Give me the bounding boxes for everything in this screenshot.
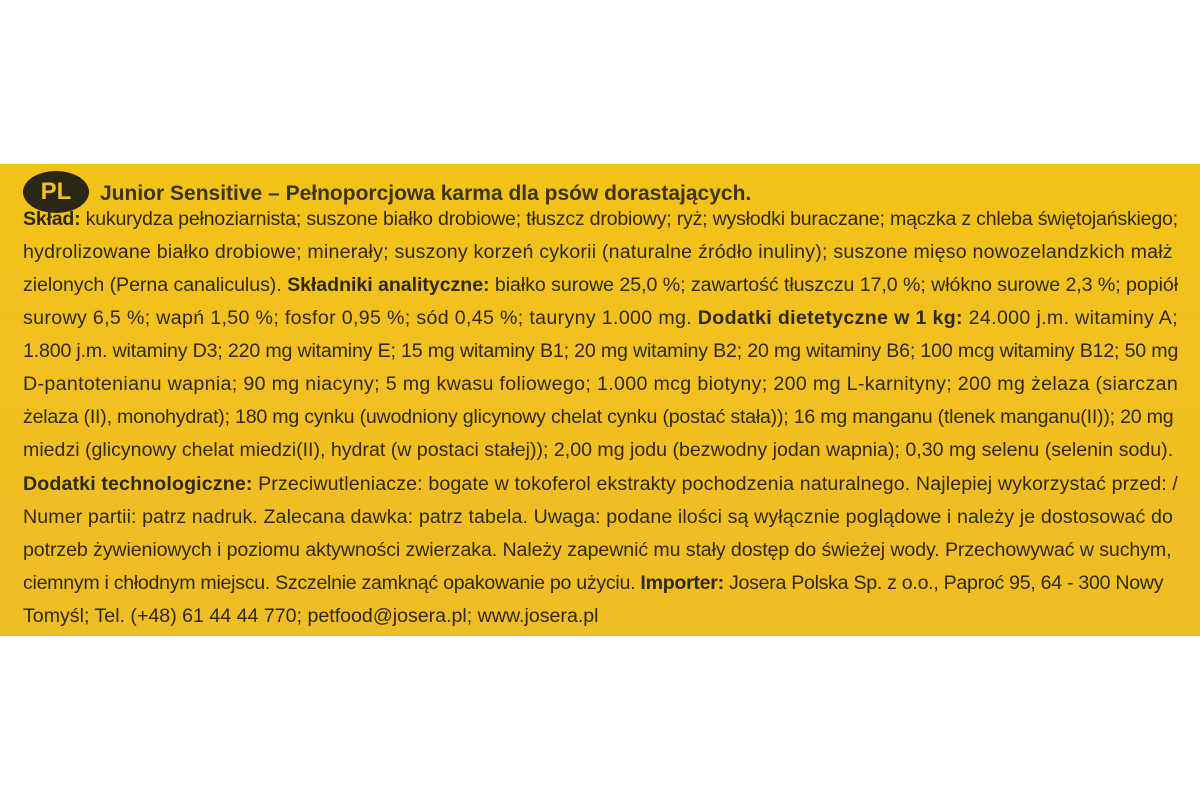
text-run: białko surowe 25,0 %; zawartość tłuszczu 17,0 %; włókno surowe 2,3 %; popiół <box>489 274 1179 296</box>
text-line <box>23 340 1178 363</box>
text-line <box>23 274 1178 297</box>
text-line <box>23 473 1178 496</box>
bold-heading: Dodatki technologiczne: <box>23 473 253 495</box>
text-line <box>23 605 1178 628</box>
product-headline: Junior Sensitive – Pełnoporcjowa karma dla psów dorastających. <box>100 182 752 205</box>
language-badge: PL <box>23 171 89 213</box>
text-run: D-pantotenianu wapnia; 90 mg niacyny; 5 mg kwasu foliowego; 1.000 mcg biotyny; 200 mg L-karnityny; 200 mg żelaza (siarczan <box>23 373 1179 395</box>
text-run: 1.800 j.m. witaminy D3; 220 mg witaminy E; 15 mg witaminy B1; 20 mg witaminy B2; 20 mg witaminy B6; 100 mcg witaminy B12; 50 mg <box>23 340 1179 362</box>
text-run: miedzi (glicynowy chelat miedzi(II), hydrat (w postaci stałej)); 2,00 mg jodu (bezwodny jodan wapnia); 0,30 mg selenu (selenin sodu). <box>23 439 1174 461</box>
text-run: hydrolizowane białko drobiowe; minerały; suszony korzeń cykorii (naturalne źródło inuliny); suszone mięso nowozelandzkich małż <box>23 241 1173 263</box>
text-line <box>23 208 1178 231</box>
text-run: Josera Polska Sp. z o.o., Paproć 95, 64 - 300 Nowy <box>723 572 1164 594</box>
text-run: Numer partii: patrz nadruk. Zalecana dawka: patrz tabela. Uwaga: podane ilości są wyłącznie poglądowe i należy je dostosować do <box>23 506 1173 528</box>
text-line <box>23 506 1173 529</box>
text-line <box>23 406 1173 429</box>
text-line <box>23 241 1173 264</box>
product-label <box>0 164 1200 636</box>
text-line <box>23 539 1171 562</box>
text-run: żelaza (II), monohydrat); 180 mg cynku (uwodniony glicynowy chelat cynku (postać stała)); 16 mg manganu (tlenek manganu(II)); 20 mg <box>23 406 1174 428</box>
text-line <box>23 572 1163 595</box>
text-line <box>23 439 1173 462</box>
text-run: Tomyśl; Tel. (+48) 61 44 44 770; petfood@josera.pl; www.josera.pl <box>23 605 599 627</box>
text-run: 24.000 j.m. witaminy A; <box>962 307 1178 329</box>
text-run: zielonych (Perna canaliculus). <box>23 274 288 296</box>
bold-heading: Dodatki dietetyczne w 1 kg: <box>697 307 963 329</box>
text-run: potrzeb żywieniowych i poziomu aktywności zwierzaka. Należy zapewnić mu stały dostęp do świeżej wody. Przechowywać w suchym, <box>23 539 1172 561</box>
text-run: Przeciwutleniacze: bogate w tokoferol ekstrakty pochodzenia naturalnego. Najlepiej wykorzystać przed: / <box>252 473 1179 495</box>
text-line <box>23 307 1178 330</box>
bold-heading: Importer: <box>640 572 724 594</box>
bold-heading: Skład: <box>23 208 81 230</box>
text-run: kukurydza pełnoziarnista; suszone białko drobiowe; tłuszcz drobiowy; ryż; wysłodki buraczane; mączka z chleba świętojańskiego; <box>80 208 1178 230</box>
text-run: ciemnym i chłodnym miejscu. Szczelnie zamknąć opakowanie po użyciu. <box>23 572 641 594</box>
bold-heading: Składniki analityczne: <box>287 274 490 296</box>
text-line <box>23 373 1178 396</box>
text-run: surowy 6,5 %; wapń 1,50 %; fosfor 0,95 %; sód 0,45 %; tauryny 1.000 mg. <box>23 307 698 329</box>
